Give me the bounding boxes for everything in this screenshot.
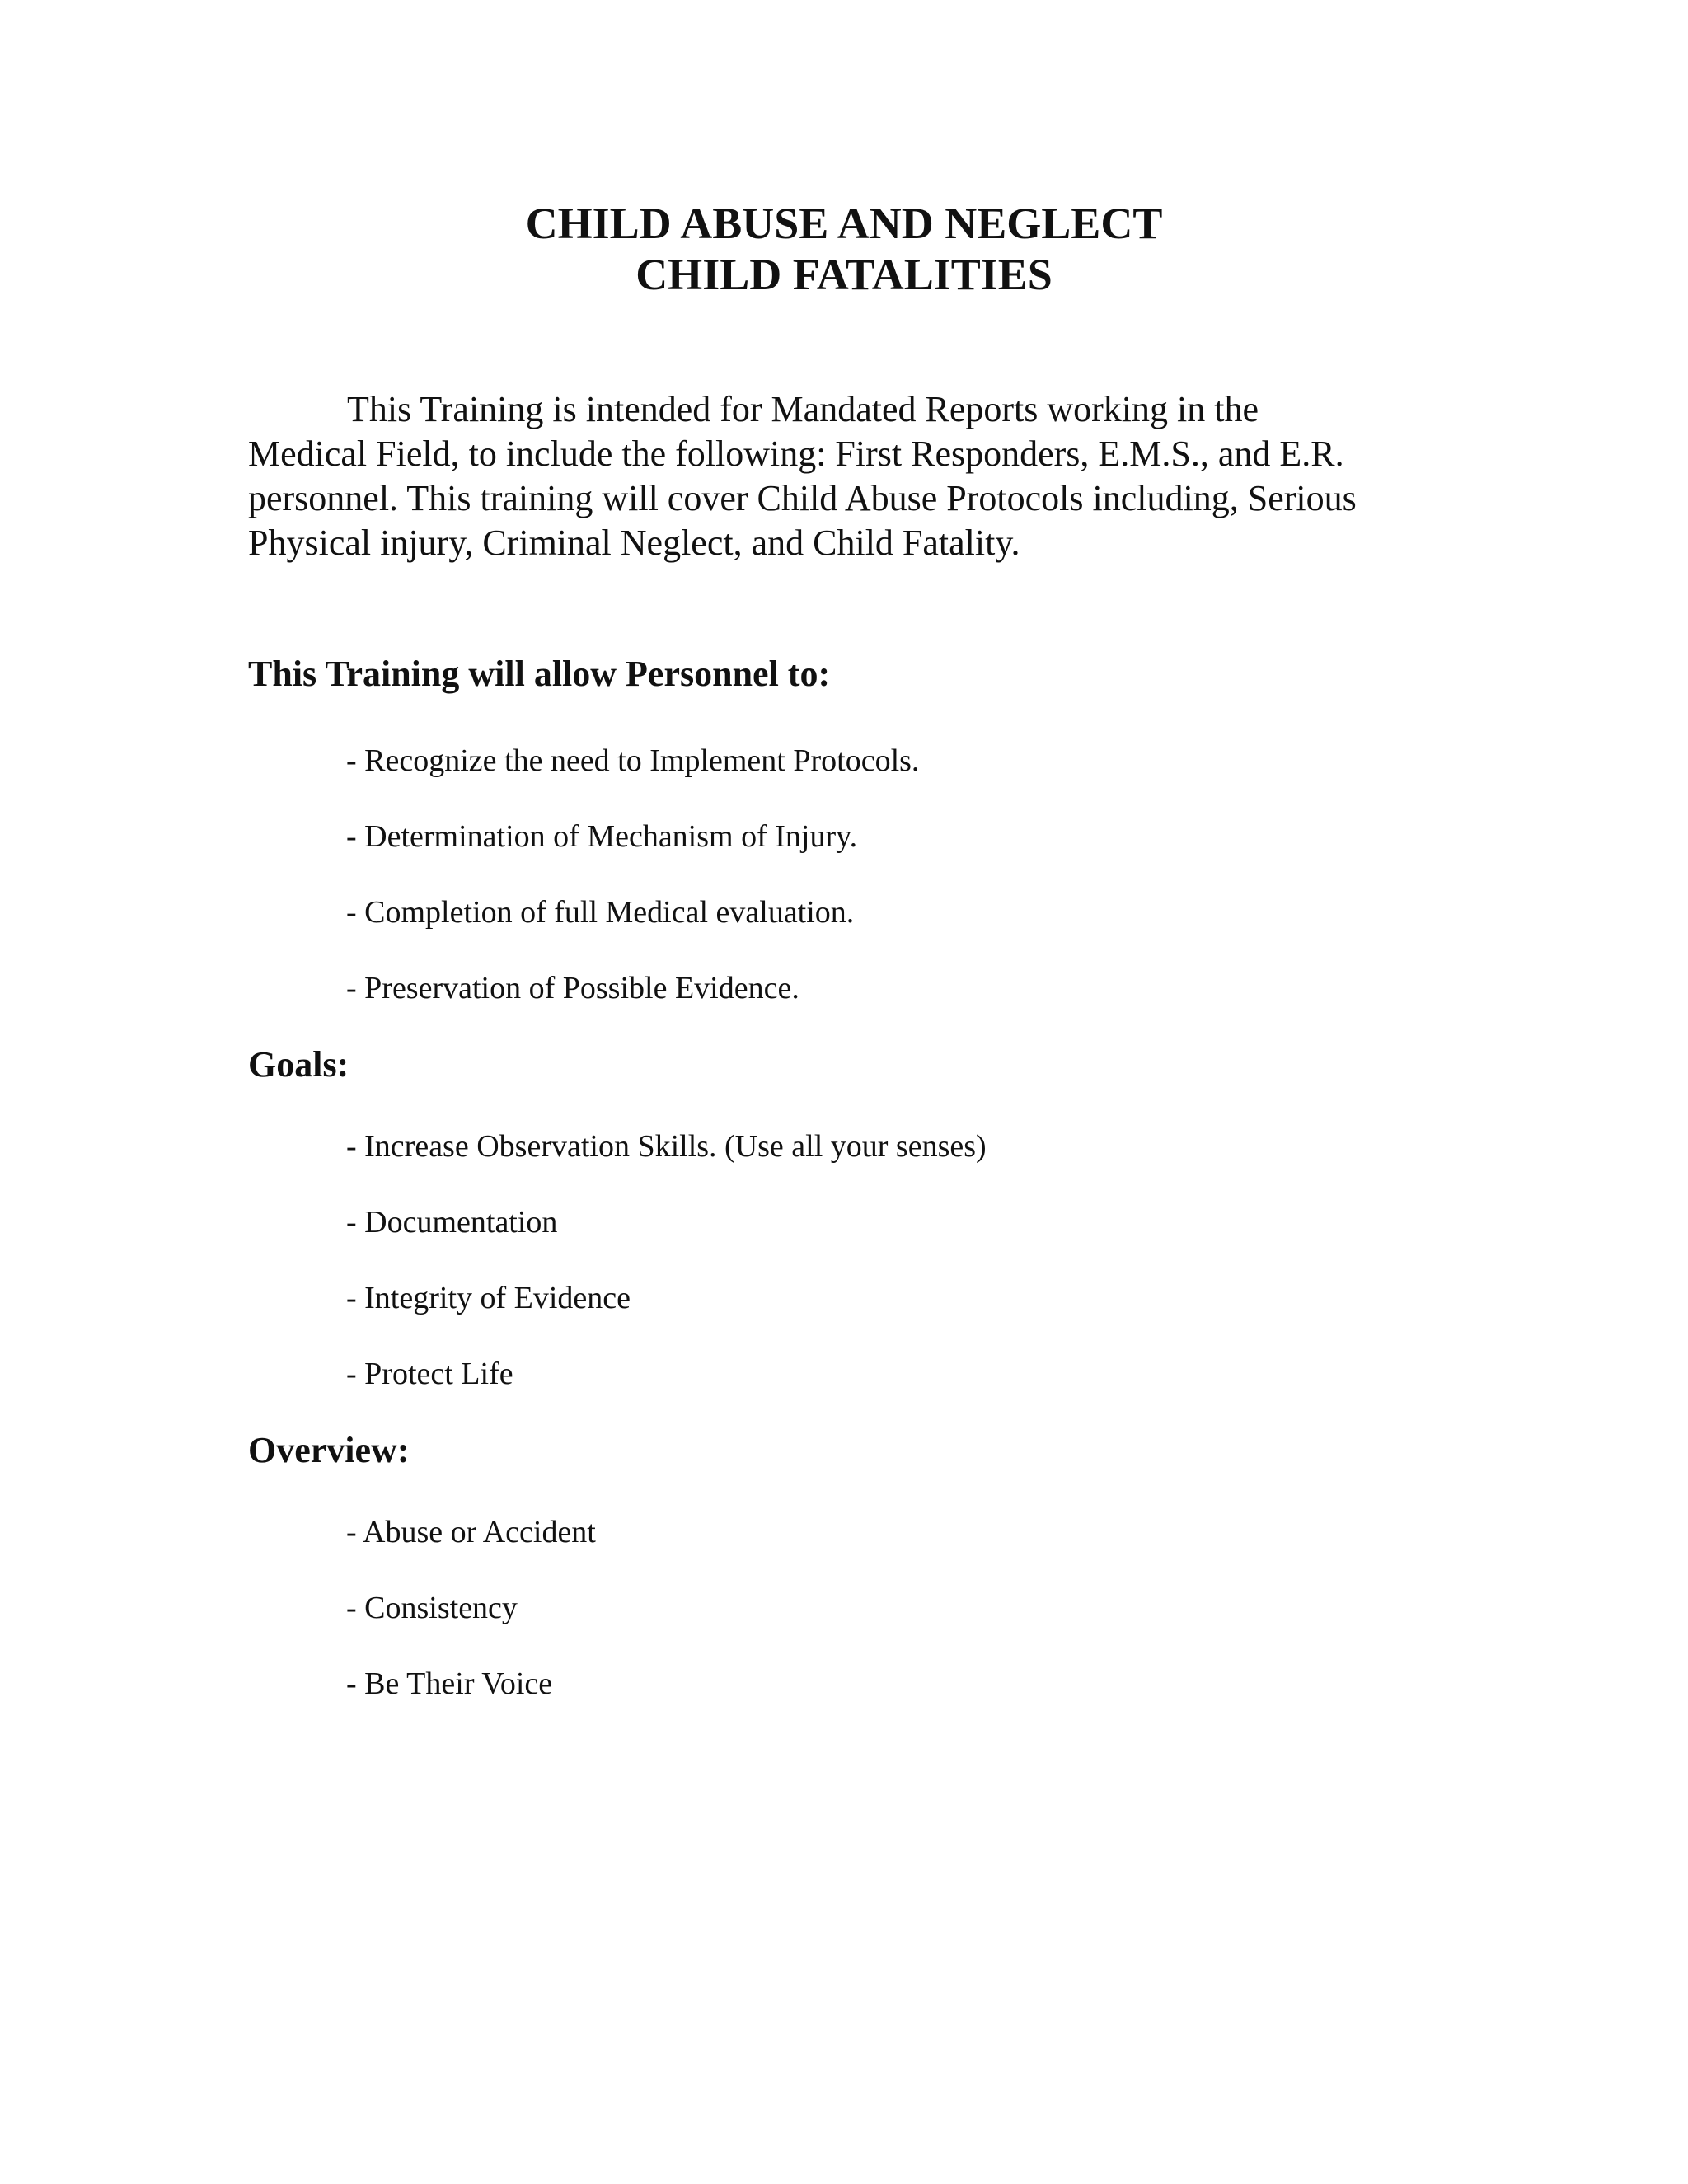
intro-line-4: Physical injury, Criminal Neglect, and Child Fatality. xyxy=(248,523,1020,563)
intro-line-3: personnel. This training will cover Child Abuse Protocols including, Serious xyxy=(248,478,1357,518)
training-item: - Preservation of Possible Evidence. xyxy=(346,971,799,1005)
goals-item: - Protect Life xyxy=(346,1357,513,1391)
document-title-line-1: CHILD ABUSE AND NEGLECT xyxy=(525,199,1163,248)
goals-item: - Documentation xyxy=(346,1205,558,1240)
goals-heading: Goals: xyxy=(248,1044,349,1085)
overview-item: - Be Their Voice xyxy=(346,1666,553,1701)
training-item: - Recognize the need to Implement Protocols. xyxy=(346,743,920,778)
goals-item: - Increase Observation Skills. (Use all your senses) xyxy=(346,1129,987,1164)
training-item: - Determination of Mechanism of Injury. xyxy=(346,819,858,854)
goals-item: - Integrity of Evidence xyxy=(346,1281,631,1315)
intro-line-1: This Training is intended for Mandated Reports working in the xyxy=(347,389,1259,429)
intro-line-2: Medical Field, to include the following: First Responders, E.M.S., and E.R. xyxy=(248,434,1344,474)
intro-paragraph xyxy=(248,387,1451,565)
document-title-line-2: CHILD FATALITIES xyxy=(635,250,1053,299)
overview-item: - Consistency xyxy=(346,1591,518,1625)
overview-heading: Overview: xyxy=(248,1430,410,1470)
training-heading: This Training will allow Personnel to: xyxy=(248,654,831,694)
overview-item: - Abuse or Accident xyxy=(346,1515,596,1549)
training-item: - Completion of full Medical evaluation. xyxy=(346,895,855,930)
